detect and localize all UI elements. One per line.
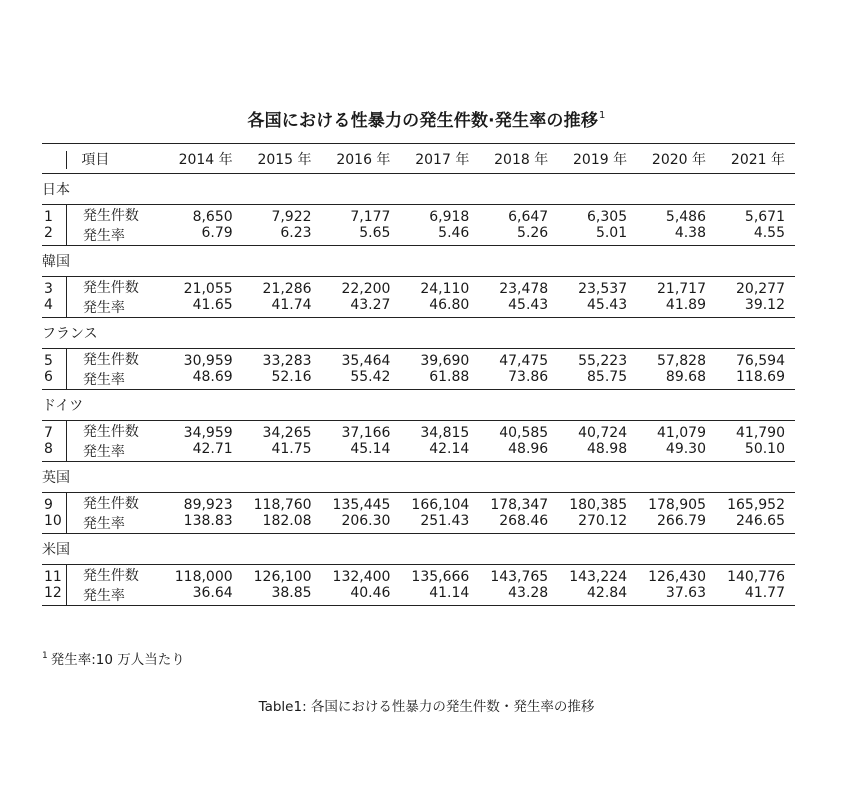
value-cell: 41,790 bbox=[736, 425, 785, 441]
value-cell: 135,445 bbox=[332, 497, 391, 513]
row-label: 発生率 bbox=[66, 369, 163, 390]
value-cell: 55,223 bbox=[578, 353, 628, 369]
value-cell: 178,347 bbox=[490, 497, 549, 513]
value-cell: 21,286 bbox=[262, 281, 312, 297]
header-year: 2018 年 bbox=[494, 151, 549, 168]
row-number: 4 bbox=[44, 297, 53, 313]
country-group-row bbox=[42, 174, 795, 205]
value-cell: 246.65 bbox=[736, 513, 785, 529]
row-number: 11 bbox=[44, 569, 62, 585]
value-cell: 34,959 bbox=[183, 425, 233, 441]
value-cell: 5,671 bbox=[744, 209, 785, 225]
value-cell: 166,104 bbox=[411, 497, 470, 513]
value-cell: 61.88 bbox=[429, 369, 470, 385]
value-cell: 5.65 bbox=[359, 225, 391, 241]
row-number: 12 bbox=[44, 585, 62, 601]
value-cell: 41.75 bbox=[271, 441, 312, 457]
value-cell: 5.01 bbox=[595, 225, 628, 241]
value-cell: 30,959 bbox=[183, 353, 233, 369]
value-cell: 73.86 bbox=[508, 369, 549, 385]
value-cell: 47,475 bbox=[499, 353, 549, 369]
value-cell: 5.26 bbox=[517, 225, 549, 241]
value-cell: 48.98 bbox=[587, 441, 628, 457]
country-name: 英国 bbox=[42, 470, 70, 486]
value-cell: 5.46 bbox=[438, 225, 470, 241]
row-number: 8 bbox=[44, 441, 53, 457]
header-year: 2017 年 bbox=[415, 151, 470, 168]
row-label: 発生率 bbox=[66, 585, 163, 606]
footnote-mark: 1 bbox=[42, 651, 48, 661]
table-row bbox=[42, 513, 795, 534]
value-cell: 132,400 bbox=[332, 569, 391, 585]
value-cell: 89,923 bbox=[183, 497, 233, 513]
value-cell: 43.28 bbox=[508, 585, 549, 601]
row-number: 6 bbox=[44, 369, 53, 385]
country-group-row bbox=[42, 390, 795, 421]
value-cell: 34,815 bbox=[420, 425, 470, 441]
row-label: 発生件数 bbox=[66, 565, 163, 586]
value-cell: 45.43 bbox=[508, 297, 549, 313]
value-cell: 41,079 bbox=[657, 425, 706, 441]
header-no-cell bbox=[42, 144, 66, 174]
value-cell: 76,594 bbox=[736, 353, 785, 369]
value-cell: 24,110 bbox=[420, 281, 470, 297]
row-number: 7 bbox=[44, 425, 53, 441]
value-cell: 45.43 bbox=[587, 297, 628, 313]
value-cell: 118,760 bbox=[253, 497, 312, 513]
value-cell: 143,224 bbox=[569, 569, 628, 585]
value-cell: 37,166 bbox=[341, 425, 391, 441]
value-cell: 42.84 bbox=[587, 585, 628, 601]
value-cell: 165,952 bbox=[727, 497, 785, 513]
value-cell: 52.16 bbox=[271, 369, 312, 385]
value-cell: 49.30 bbox=[665, 441, 706, 457]
country-name: フランス bbox=[42, 326, 98, 342]
row-number: 2 bbox=[44, 225, 53, 241]
value-cell: 6.79 bbox=[201, 225, 233, 241]
country-name: 日本 bbox=[42, 182, 70, 198]
value-cell: 268.46 bbox=[499, 513, 549, 529]
value-cell: 48.69 bbox=[192, 369, 233, 385]
row-label: 発生率 bbox=[66, 225, 163, 246]
value-cell: 41.65 bbox=[192, 297, 233, 313]
header-item-cell bbox=[66, 144, 163, 174]
header-year: 2014 年 bbox=[178, 151, 233, 168]
value-cell: 37.63 bbox=[665, 585, 706, 601]
value-cell: 22,200 bbox=[341, 281, 391, 297]
table-caption: Table1: 各国における性暴力の発生件数・発生率の推移 bbox=[258, 699, 595, 715]
value-cell: 180,385 bbox=[569, 497, 628, 513]
country-name: 米国 bbox=[42, 542, 70, 558]
value-cell: 138.83 bbox=[183, 513, 233, 529]
value-cell: 7,922 bbox=[271, 209, 312, 225]
value-cell: 4.55 bbox=[753, 225, 785, 241]
table-row bbox=[42, 277, 795, 298]
value-cell: 270.12 bbox=[578, 513, 628, 529]
data-table bbox=[42, 143, 795, 606]
row-label: 発生件数 bbox=[66, 421, 163, 442]
value-cell: 42.71 bbox=[192, 441, 233, 457]
footnote-text: 発生率:10 万人当たり bbox=[50, 652, 185, 668]
value-cell: 4.38 bbox=[674, 225, 706, 241]
value-cell: 89.68 bbox=[665, 369, 706, 385]
table-row bbox=[42, 421, 795, 442]
value-cell: 182.08 bbox=[262, 513, 312, 529]
value-cell: 41.89 bbox=[665, 297, 706, 313]
title-footnote-mark: 1 bbox=[599, 110, 606, 121]
value-cell: 143,765 bbox=[490, 569, 549, 585]
value-cell: 85.75 bbox=[587, 369, 628, 385]
value-cell: 7,177 bbox=[350, 209, 391, 225]
value-cell: 6.23 bbox=[280, 225, 312, 241]
table-row bbox=[42, 369, 795, 390]
value-cell: 45.14 bbox=[350, 441, 391, 457]
value-cell: 41.77 bbox=[744, 585, 785, 601]
header-year: 2020 年 bbox=[651, 151, 706, 168]
row-label: 発生件数 bbox=[66, 493, 163, 514]
value-cell: 6,305 bbox=[587, 209, 628, 225]
table-row bbox=[42, 565, 795, 586]
value-cell: 41.14 bbox=[429, 585, 470, 601]
table-row bbox=[42, 585, 795, 606]
value-cell: 40,585 bbox=[499, 425, 549, 441]
footnote bbox=[42, 648, 185, 668]
row-label: 発生件数 bbox=[66, 205, 163, 226]
country-group-row bbox=[42, 246, 795, 277]
table-title bbox=[0, 106, 853, 131]
value-cell: 57,828 bbox=[657, 353, 706, 369]
header-row bbox=[42, 144, 795, 174]
value-cell: 178,905 bbox=[648, 497, 706, 513]
value-cell: 23,537 bbox=[578, 281, 628, 297]
value-cell: 23,478 bbox=[499, 281, 549, 297]
header-year: 2021 年 bbox=[730, 151, 785, 168]
value-cell: 39.12 bbox=[744, 297, 785, 313]
row-label: 発生率 bbox=[66, 297, 163, 318]
value-cell: 21,717 bbox=[657, 281, 706, 297]
value-cell: 140,776 bbox=[727, 569, 785, 585]
value-cell: 40.46 bbox=[350, 585, 391, 601]
value-cell: 21,055 bbox=[183, 281, 233, 297]
row-number: 3 bbox=[44, 281, 53, 297]
value-cell: 6,647 bbox=[508, 209, 549, 225]
value-cell: 40,724 bbox=[578, 425, 628, 441]
table-row bbox=[42, 297, 795, 318]
value-cell: 135,666 bbox=[411, 569, 470, 585]
row-number: 9 bbox=[44, 497, 53, 513]
row-number: 1 bbox=[44, 209, 53, 225]
country-group-row bbox=[42, 462, 795, 493]
value-cell: 251.43 bbox=[420, 513, 470, 529]
value-cell: 36.64 bbox=[192, 585, 233, 601]
value-cell: 6,918 bbox=[429, 209, 470, 225]
header-year: 2019 年 bbox=[573, 151, 628, 168]
value-cell: 43.27 bbox=[350, 297, 391, 313]
table-row bbox=[42, 441, 795, 462]
value-cell: 126,430 bbox=[648, 569, 706, 585]
value-cell: 38.85 bbox=[271, 585, 312, 601]
value-cell: 8,650 bbox=[192, 209, 233, 225]
value-cell: 34,265 bbox=[262, 425, 312, 441]
value-cell: 42.14 bbox=[429, 441, 470, 457]
table-row bbox=[42, 205, 795, 226]
value-cell: 266.79 bbox=[657, 513, 706, 529]
header-year: 2016 年 bbox=[336, 151, 391, 168]
value-cell: 118,000 bbox=[174, 569, 233, 585]
table-row bbox=[42, 225, 795, 246]
country-group-row bbox=[42, 534, 795, 565]
row-number: 10 bbox=[44, 513, 62, 529]
row-label: 発生件数 bbox=[66, 277, 163, 298]
value-cell: 118.69 bbox=[736, 369, 785, 385]
value-cell: 35,464 bbox=[341, 353, 391, 369]
row-number: 5 bbox=[44, 353, 53, 369]
table-row bbox=[42, 349, 795, 370]
value-cell: 206.30 bbox=[341, 513, 391, 529]
row-label: 発生件数 bbox=[66, 349, 163, 370]
value-cell: 55.42 bbox=[350, 369, 391, 385]
table-body bbox=[42, 174, 795, 606]
value-cell: 39,690 bbox=[420, 353, 470, 369]
value-cell: 5,486 bbox=[665, 209, 706, 225]
value-cell: 46.80 bbox=[429, 297, 470, 313]
value-cell: 20,277 bbox=[736, 281, 785, 297]
row-label: 発生率 bbox=[66, 513, 163, 534]
table-row bbox=[42, 493, 795, 514]
row-label: 発生率 bbox=[66, 441, 163, 462]
header-item-label: 項目 bbox=[81, 151, 110, 168]
value-cell: 41.74 bbox=[271, 297, 312, 313]
value-cell: 50.10 bbox=[744, 441, 785, 457]
value-cell: 48.96 bbox=[508, 441, 549, 457]
table-title-text: 各国における性暴力の発生件数·発生率の推移 bbox=[247, 111, 599, 131]
header-year: 2015 年 bbox=[257, 151, 312, 168]
country-group-row bbox=[42, 318, 795, 349]
value-cell: 126,100 bbox=[253, 569, 312, 585]
country-name: ドイツ bbox=[42, 398, 84, 414]
country-name: 韓国 bbox=[42, 254, 70, 270]
value-cell: 33,283 bbox=[262, 353, 312, 369]
